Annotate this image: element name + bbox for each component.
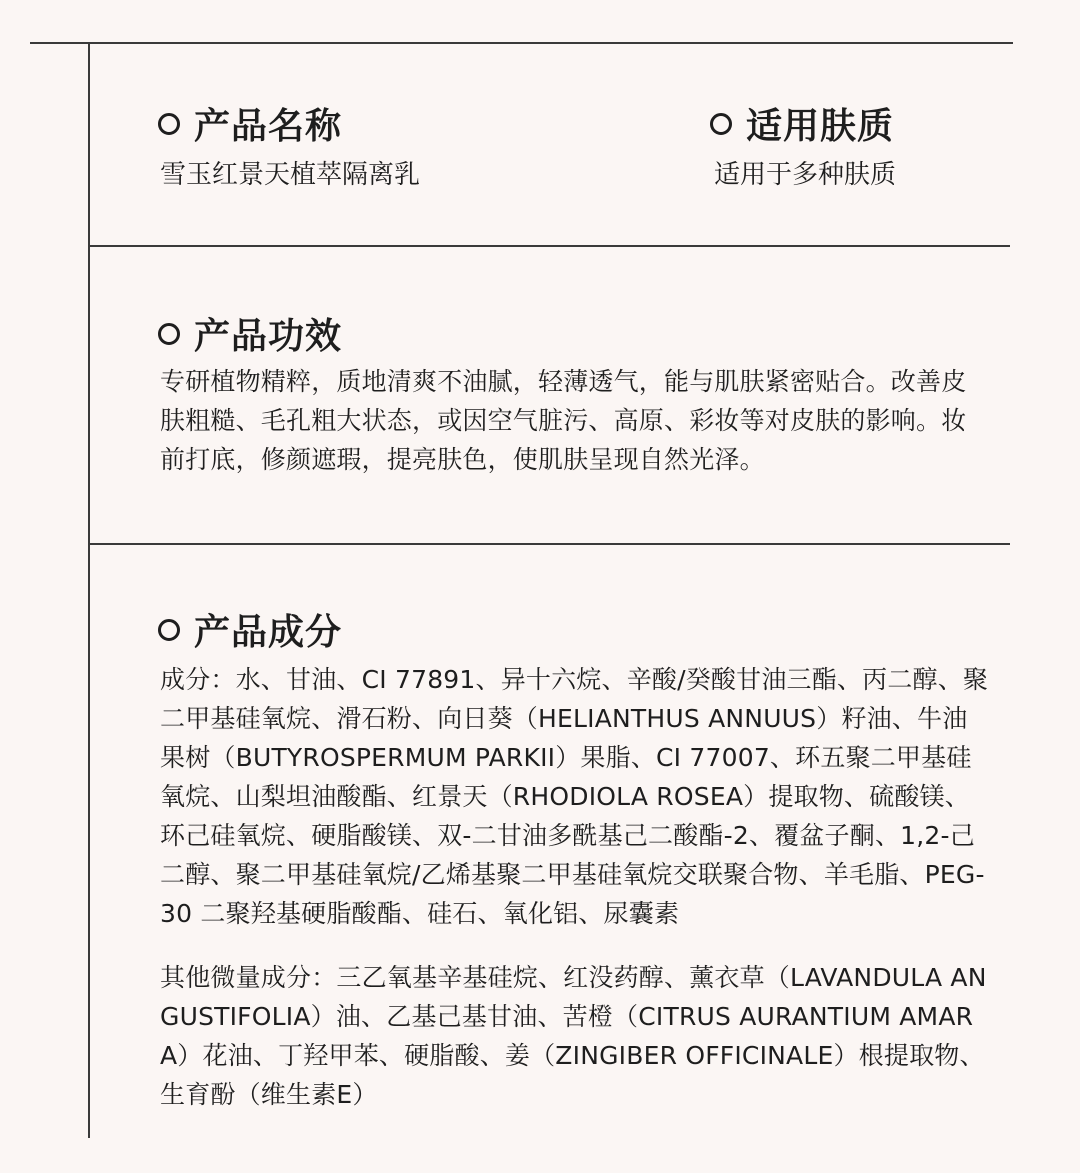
circle-bullet-icon [158,323,180,345]
product-name-value: 雪玉红景天植萃隔离乳 [160,160,421,190]
product-effect-heading [158,308,342,359]
row-divider-2 [88,543,1010,545]
skin-type-value: 适用于多种肤质 [714,160,897,190]
row-divider-1 [88,245,1010,247]
product-name-heading [158,98,342,149]
circle-bullet-icon [710,113,732,135]
skin-type-heading [710,98,894,149]
top-border-line [30,42,1013,44]
product-effect-text: 专研植物精粹，质地清爽不油腻，轻薄透气，能与肌肤紧密贴合。改善皮肤粗糙、毛孔粗大状态，或因空气脏污、高原、彩妆等对皮肤的影响。妆前打底，修颜遮瑕，提亮肤色，使肌肤呈现自然光泽。 [160,367,967,474]
ingredients-heading-text: 产品成分 [194,612,343,653]
ingredients-heading [158,604,342,655]
circle-bullet-icon [158,619,180,641]
ingredients-main-text: 成分：水、甘油、CI 77891、异十六烷、辛酸/癸酸甘油三酯、丙二醇、聚二甲基硅氧烷、滑石粉、向日葵（HELIANTHUS ANNUUS）籽油、牛油果树（BUTYROSPERMUM PARKII）果脂、CI 77007、环五聚二甲基硅氧烷、山梨坦油酸酯、红景天（RHODIOLA ROSEA）提取物、硫酸镁、环己硅氧烷、硬脂酸镁、双-二甘油多酰基己二酸酯-2、覆盆子酮、1,2-己二醇、聚二甲基硅氧烷/乙烯基聚二甲基硅氧烷交联聚合物、羊毛脂、PEG-30 二聚羟基硬脂酸酯、硅石、氧化铝、尿囊素 [160,665,989,928]
skin-type-heading-text: 适用肤质 [746,106,895,147]
ingredients-trace-text: 其他微量成分：三乙氧基辛基硅烷、红没药醇、薰衣草（LAVANDULA ANGUSTIFOLIA）油、乙基己基甘油、苦橙（CITRUS AURANTIUM AMARA）花油、丁羟甲苯、硬脂酸、姜（ZINGIBER OFFICINALE）根提取物、生育酚（维生素E） [160,963,987,1109]
left-border-line [88,42,90,1138]
product-name-heading-text: 产品名称 [194,106,343,147]
product-effect-heading-text: 产品功效 [194,316,343,357]
circle-bullet-icon [158,113,180,135]
